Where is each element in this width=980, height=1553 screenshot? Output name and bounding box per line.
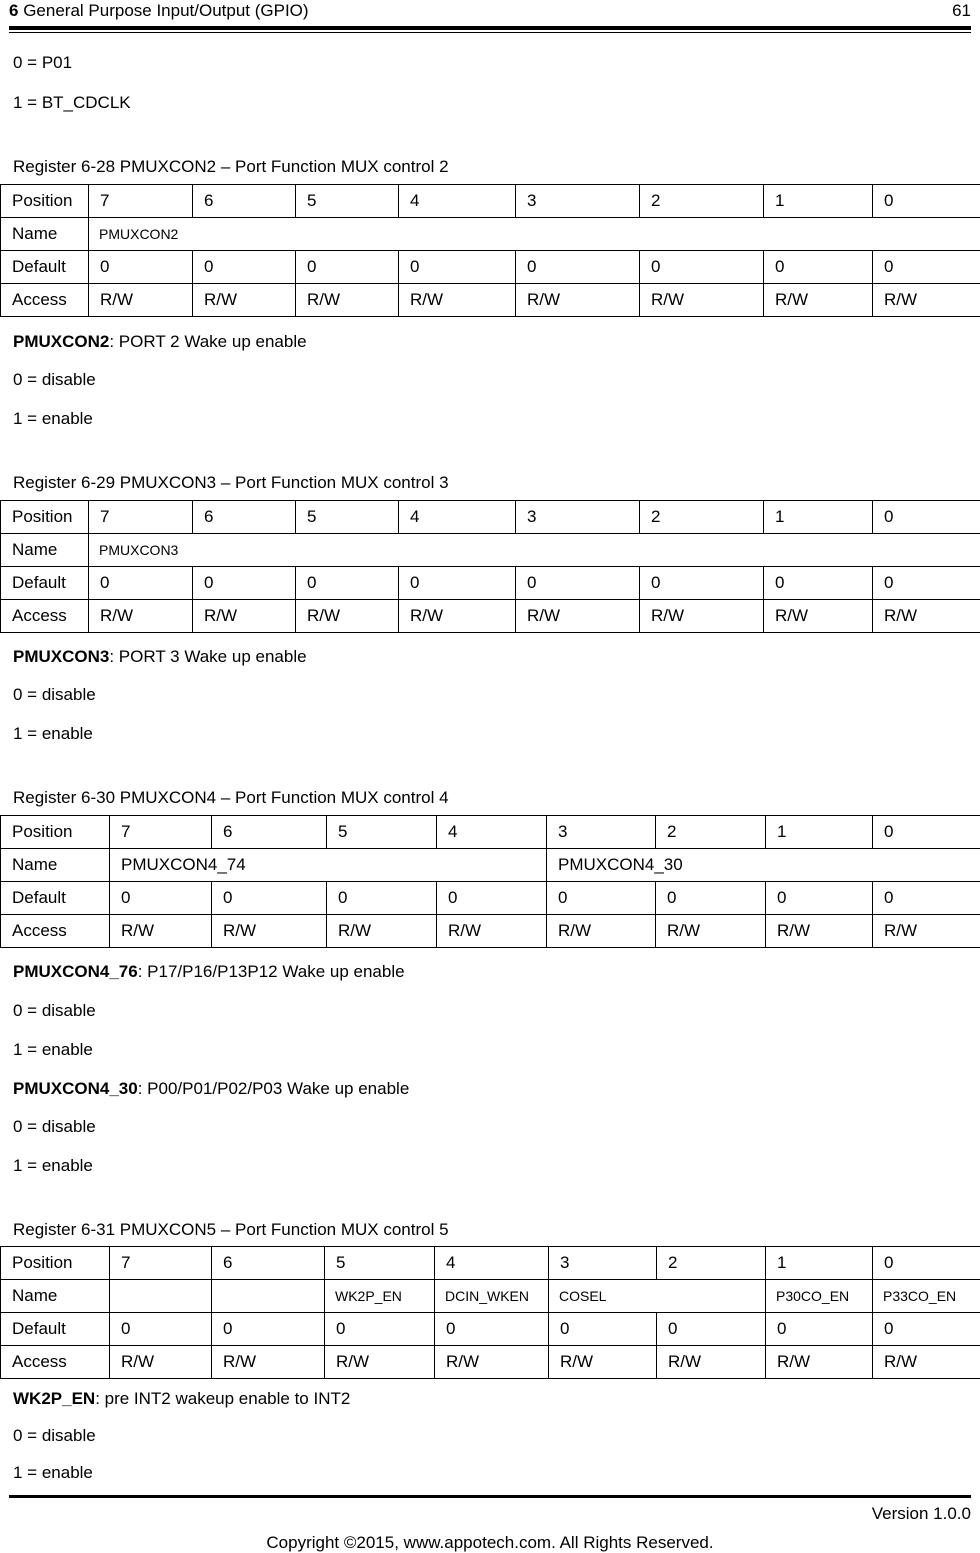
- access-value: R/W: [193, 284, 296, 317]
- default-value: 0: [399, 251, 516, 284]
- access-value: R/W: [212, 1346, 325, 1379]
- access-row: [1, 915, 980, 948]
- default-value: 0: [325, 1313, 435, 1346]
- position-label: Position: [1, 816, 110, 849]
- value-line: 0 = disable: [13, 685, 96, 704]
- field-id: PMUXCON2: [13, 332, 110, 351]
- field-text: : P00/P01/P02/P03 Wake up enable: [137, 1079, 410, 1098]
- bit-1: 1: [766, 1247, 873, 1280]
- register-table-pmuxcon3: [0, 500, 980, 633]
- access-value: R/W: [193, 600, 296, 633]
- access-value: R/W: [399, 600, 516, 633]
- field-name-cosel: COSEL: [549, 1280, 766, 1313]
- intro-line-0: 0 = P01: [13, 53, 73, 72]
- default-value: 0: [212, 1313, 325, 1346]
- field-description: [13, 962, 405, 982]
- bit-7: 7: [110, 816, 212, 849]
- field-name: PMUXCON2: [89, 218, 980, 251]
- default-value: 0: [327, 882, 437, 915]
- value-line: 1 = enable: [13, 409, 93, 428]
- access-value: R/W: [435, 1346, 549, 1379]
- bit-5: 5: [296, 185, 399, 218]
- default-value: 0: [873, 251, 980, 284]
- default-value: 0: [873, 1313, 980, 1346]
- access-value: R/W: [656, 915, 766, 948]
- access-value: R/W: [296, 600, 399, 633]
- value-line: 1 = enable: [13, 1156, 93, 1175]
- register-caption: Register 6-30 PMUXCON4 – Port Function MUX control 4: [13, 788, 449, 807]
- field-description: [13, 1079, 409, 1099]
- access-value: R/W: [110, 1346, 212, 1379]
- field-name-p33co-en: P33CO_EN: [873, 1280, 980, 1313]
- access-value: R/W: [212, 915, 327, 948]
- field-id: PMUXCON3: [13, 647, 110, 666]
- default-value: 0: [657, 1313, 766, 1346]
- chapter-heading: [9, 1, 309, 21]
- value-line: 0 = disable: [13, 1426, 96, 1445]
- default-value: 0: [193, 251, 296, 284]
- register-table-pmuxcon4: [0, 815, 980, 948]
- default-value: 0: [547, 882, 656, 915]
- bit-4: 4: [435, 1247, 549, 1280]
- bit-2: 2: [656, 816, 766, 849]
- access-value: R/W: [110, 915, 212, 948]
- page-header: [9, 0, 971, 26]
- name-row: [1, 218, 980, 251]
- position-row: [1, 501, 980, 534]
- position-row: [1, 185, 980, 218]
- access-value: R/W: [547, 915, 656, 948]
- bit-1: 1: [766, 816, 873, 849]
- bit-4: 4: [399, 185, 516, 218]
- field-description: [13, 332, 307, 352]
- register-caption: Register 6-31 PMUXCON5 – Port Function MUX control 5: [13, 1220, 449, 1239]
- field-text: : pre INT2 wakeup enable to INT2: [95, 1389, 351, 1408]
- default-row: [1, 251, 980, 284]
- access-row: [1, 284, 980, 317]
- default-label: Default: [1, 251, 89, 284]
- field-name-p30co-en: P30CO_EN: [766, 1280, 873, 1313]
- chapter-number: 6: [9, 1, 19, 20]
- access-value: R/W: [657, 1346, 766, 1379]
- default-value: 0: [764, 567, 873, 600]
- access-value: R/W: [873, 600, 980, 633]
- field-name-low: PMUXCON4_30: [547, 849, 980, 882]
- footer-version: Version 1.0.0: [871, 1504, 971, 1523]
- default-value: 0: [89, 567, 193, 600]
- field-text: : P17/P16/P13P12 Wake up enable: [137, 962, 405, 981]
- field-text: : PORT 2 Wake up enable: [109, 332, 307, 351]
- access-label: Access: [1, 284, 89, 317]
- bit-7: 7: [110, 1247, 212, 1280]
- name-label: Name: [1, 534, 89, 567]
- default-value: 0: [873, 882, 980, 915]
- access-value: R/W: [640, 284, 764, 317]
- access-value: R/W: [296, 284, 399, 317]
- bit-4: 4: [399, 501, 516, 534]
- default-value: 0: [296, 567, 399, 600]
- footer-copyright: Copyright ©2015, www.appotech.com. All Rights Reserved.: [266, 1533, 714, 1552]
- default-value: 0: [435, 1313, 549, 1346]
- access-label: Access: [1, 915, 110, 948]
- bit-2: 2: [657, 1247, 766, 1280]
- bit-2: 2: [640, 185, 764, 218]
- default-label: Default: [1, 567, 89, 600]
- default-value: 0: [212, 882, 327, 915]
- position-label: Position: [1, 185, 89, 218]
- bit-1: 1: [764, 501, 873, 534]
- bit-5: 5: [325, 1247, 435, 1280]
- access-value: R/W: [437, 915, 547, 948]
- field-name-reserved: [110, 1280, 212, 1313]
- access-row: [1, 600, 980, 633]
- default-value: 0: [193, 567, 296, 600]
- access-value: R/W: [764, 600, 873, 633]
- bit-7: 7: [89, 185, 193, 218]
- default-value: 0: [873, 567, 980, 600]
- name-label: Name: [1, 218, 89, 251]
- bit-6: 6: [193, 501, 296, 534]
- bit-0: 0: [873, 501, 980, 534]
- default-row: [1, 567, 980, 600]
- bit-2: 2: [640, 501, 764, 534]
- access-value: R/W: [873, 284, 980, 317]
- bit-3: 3: [516, 501, 640, 534]
- field-name: PMUXCON3: [89, 534, 980, 567]
- default-label: Default: [1, 882, 110, 915]
- register-caption: Register 6-29 PMUXCON3 – Port Function MUX control 3: [13, 473, 449, 492]
- footer-rule: [9, 1495, 971, 1498]
- bit-3: 3: [549, 1247, 657, 1280]
- bit-4: 4: [437, 816, 547, 849]
- default-value: 0: [110, 882, 212, 915]
- bit-1: 1: [764, 185, 873, 218]
- name-row: [1, 849, 980, 882]
- bit-6: 6: [212, 1247, 325, 1280]
- position-label: Position: [1, 1247, 110, 1280]
- default-value: 0: [656, 882, 766, 915]
- default-value: 0: [764, 251, 873, 284]
- field-name-dcin-wken: DCIN_WKEN: [435, 1280, 549, 1313]
- chapter-title: General Purpose Input/Output (GPIO): [23, 1, 309, 20]
- field-id: PMUXCON4_30: [13, 1079, 138, 1098]
- intro-line-1: 1 = BT_CDCLK: [13, 93, 131, 112]
- page-number: 61: [952, 1, 971, 20]
- access-value: R/W: [516, 284, 640, 317]
- default-value: 0: [766, 1313, 873, 1346]
- default-value: 0: [296, 251, 399, 284]
- field-description: [13, 1389, 350, 1409]
- name-label: Name: [1, 849, 110, 882]
- default-label: Default: [1, 1313, 110, 1346]
- register-caption: Register 6-28 PMUXCON2 – Port Function MUX control 2: [13, 157, 449, 176]
- bit-3: 3: [547, 816, 656, 849]
- field-description: [13, 647, 307, 667]
- value-line: 1 = enable: [13, 1040, 93, 1059]
- register-table-pmuxcon5: [0, 1246, 980, 1379]
- access-value: R/W: [764, 284, 873, 317]
- access-value: R/W: [873, 1346, 980, 1379]
- default-value: 0: [437, 882, 547, 915]
- default-value: 0: [399, 567, 516, 600]
- default-value: 0: [549, 1313, 657, 1346]
- position-row: [1, 816, 980, 849]
- value-line: 0 = disable: [13, 1117, 96, 1136]
- bit-7: 7: [89, 501, 193, 534]
- access-value: R/W: [325, 1346, 435, 1379]
- value-line: 0 = disable: [13, 370, 96, 389]
- default-value: 0: [640, 251, 764, 284]
- default-row: [1, 1313, 980, 1346]
- bit-5: 5: [296, 501, 399, 534]
- field-text: : PORT 3 Wake up enable: [109, 647, 307, 666]
- field-name-high: PMUXCON4_74: [110, 849, 547, 882]
- field-name-wk2p-en: WK2P_EN: [325, 1280, 435, 1313]
- access-label: Access: [1, 1346, 110, 1379]
- value-line: 1 = enable: [13, 1463, 93, 1482]
- access-value: R/W: [327, 915, 437, 948]
- position-label: Position: [1, 501, 89, 534]
- bit-0: 0: [873, 185, 980, 218]
- access-value: R/W: [640, 600, 764, 633]
- register-table-pmuxcon2: [0, 184, 980, 317]
- default-row: [1, 882, 980, 915]
- default-value: 0: [516, 251, 640, 284]
- bit-3: 3: [516, 185, 640, 218]
- field-id: PMUXCON4_76: [13, 962, 138, 981]
- access-value: R/W: [89, 600, 193, 633]
- default-value: 0: [516, 567, 640, 600]
- header-rule-thin: [9, 32, 971, 33]
- bit-6: 6: [193, 185, 296, 218]
- default-value: 0: [89, 251, 193, 284]
- bit-0: 0: [873, 816, 980, 849]
- access-label: Access: [1, 600, 89, 633]
- field-name-reserved: [212, 1280, 325, 1313]
- access-value: R/W: [516, 600, 640, 633]
- field-id: WK2P_EN: [13, 1389, 96, 1408]
- name-row: [1, 1280, 980, 1313]
- access-value: R/W: [399, 284, 516, 317]
- position-row: [1, 1247, 980, 1280]
- default-value: 0: [110, 1313, 212, 1346]
- bit-6: 6: [212, 816, 327, 849]
- default-value: 0: [640, 567, 764, 600]
- access-value: R/W: [766, 915, 873, 948]
- value-line: 0 = disable: [13, 1001, 96, 1020]
- access-value: R/W: [549, 1346, 657, 1379]
- header-rule: [9, 26, 971, 30]
- value-line: 1 = enable: [13, 724, 93, 743]
- name-label: Name: [1, 1280, 110, 1313]
- access-value: R/W: [766, 1346, 873, 1379]
- name-row: [1, 534, 980, 567]
- bit-5: 5: [327, 816, 437, 849]
- access-value: R/W: [89, 284, 193, 317]
- bit-0: 0: [873, 1247, 980, 1280]
- default-value: 0: [766, 882, 873, 915]
- access-row: [1, 1346, 980, 1379]
- access-value: R/W: [873, 915, 980, 948]
